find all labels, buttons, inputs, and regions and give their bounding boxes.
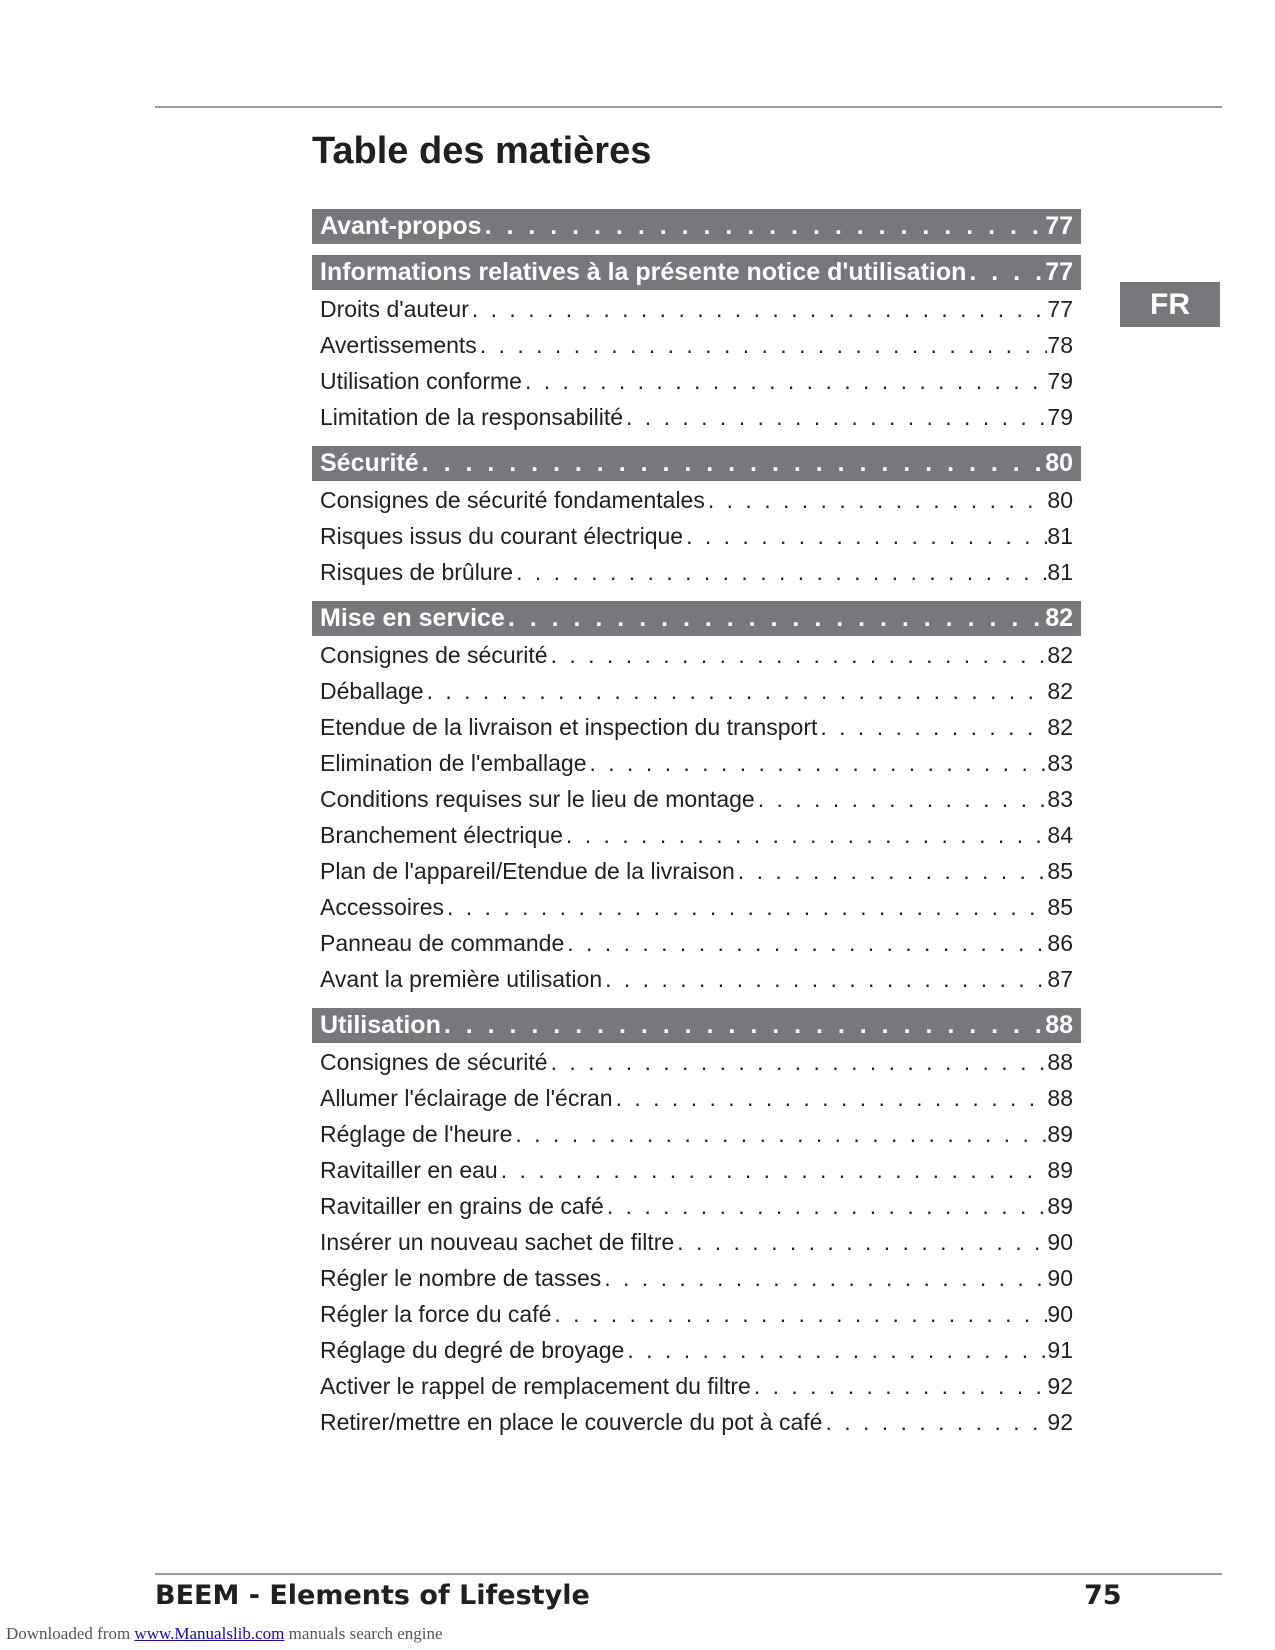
entry-title: Etendue de la livraison et inspection du transport [320, 713, 818, 740]
dot-leader [563, 822, 1047, 849]
toc-entry[interactable] [312, 554, 1081, 590]
toc-entry[interactable] [312, 889, 1081, 925]
entry-title: Accessoires [320, 893, 444, 920]
entry-page-number: 89 [1047, 1156, 1073, 1183]
toc-entry[interactable] [312, 745, 1081, 781]
entry-page-number: 79 [1047, 403, 1073, 430]
entry-title: Allumer l'éclairage de l'écran [320, 1084, 613, 1111]
toc-section-heading[interactable] [312, 601, 1081, 636]
footer-page-number: 75 [1084, 1580, 1122, 1611]
entry-title: Réglage du degré de broyage [320, 1336, 625, 1363]
dot-leader [424, 678, 1048, 705]
download-suffix: manuals search engine [288, 1624, 443, 1643]
dot-leader [755, 786, 1048, 813]
toc-entry-list [312, 637, 1081, 997]
top-rule [155, 106, 1222, 108]
section-title: Mise en service [320, 604, 505, 632]
dot-leader [822, 1409, 1047, 1436]
toc-section-heading[interactable] [312, 255, 1081, 290]
section-page-number: 77 [1045, 258, 1073, 286]
entry-page-number: 80 [1047, 486, 1073, 513]
entry-page-number: 90 [1047, 1264, 1073, 1291]
entry-page-number: 83 [1047, 749, 1073, 776]
section-page-number: 77 [1045, 212, 1073, 240]
toc-entry[interactable] [312, 291, 1081, 327]
dot-leader [469, 296, 1048, 323]
download-notice [6, 1624, 443, 1644]
entry-page-number: 90 [1047, 1300, 1073, 1327]
entry-title: Consignes de sécurité fondamentales [320, 486, 705, 513]
toc-entry[interactable] [312, 781, 1081, 817]
dot-leader [477, 332, 1048, 359]
entry-title: Conditions requises sur le lieu de montage [320, 785, 755, 812]
entry-page-number: 78 [1047, 331, 1073, 358]
language-badge: FR [1120, 282, 1220, 327]
section-title: Utilisation [320, 1011, 441, 1039]
toc-entry[interactable] [312, 1152, 1081, 1188]
section-title: Avant-propos [320, 212, 482, 240]
entry-page-number: 77 [1047, 295, 1073, 322]
section-title: Sécurité [320, 449, 419, 477]
entry-title: Ravitailler en eau [320, 1156, 498, 1183]
entry-title: Limitation de la responsabilité [320, 403, 624, 430]
dot-leader [966, 258, 1045, 287]
toc-section-heading[interactable] [312, 446, 1081, 481]
entry-page-number: 81 [1047, 522, 1073, 549]
dot-leader [601, 1265, 1047, 1292]
dot-leader [551, 1301, 1047, 1328]
dot-leader [604, 1193, 1048, 1220]
section-page-number: 82 [1045, 604, 1073, 632]
entry-page-number: 88 [1047, 1084, 1073, 1111]
dot-leader [735, 858, 1048, 885]
toc-entry-list [312, 291, 1081, 435]
toc-entry[interactable] [312, 853, 1081, 889]
dot-leader [419, 449, 1046, 478]
dot-leader [564, 930, 1047, 957]
toc-entry[interactable] [312, 1404, 1081, 1440]
entry-page-number: 83 [1047, 785, 1073, 812]
page-title: Table des matières [312, 130, 652, 172]
toc-entry[interactable] [312, 1044, 1081, 1080]
entry-title: Activer le rappel de remplacement du filtre [320, 1372, 751, 1399]
table-of-contents [312, 209, 1081, 1451]
entry-page-number: 82 [1047, 713, 1073, 740]
toc-section [312, 601, 1081, 997]
toc-section-heading[interactable] [312, 209, 1081, 244]
entry-title: Insérer un nouveau sachet de filtre [320, 1228, 675, 1255]
toc-entry-list [312, 1044, 1081, 1440]
dot-leader [674, 1229, 1047, 1256]
entry-title: Droits d'auteur [320, 295, 469, 322]
entry-page-number: 89 [1047, 1192, 1073, 1219]
toc-entry-list [312, 482, 1081, 590]
toc-section-heading[interactable] [312, 1008, 1081, 1043]
dot-leader [613, 1085, 1048, 1112]
dot-leader [505, 604, 1045, 633]
dot-leader [587, 750, 1048, 777]
dot-leader [444, 894, 1047, 921]
toc-entry[interactable] [312, 817, 1081, 853]
dot-leader [522, 368, 1047, 395]
entry-title: Déballage [320, 677, 424, 704]
entry-title: Branchement électrique [320, 821, 563, 848]
download-prefix: Downloaded from [6, 1624, 131, 1643]
entry-page-number: 82 [1047, 641, 1073, 668]
dot-leader [548, 642, 1048, 669]
entry-page-number: 86 [1047, 929, 1073, 956]
entry-page-number: 87 [1047, 965, 1073, 992]
dot-leader [751, 1373, 1048, 1400]
entry-title: Risques issus du courant électrique [320, 522, 684, 549]
toc-section [312, 255, 1081, 435]
entry-page-number: 88 [1047, 1048, 1073, 1075]
toc-entry[interactable] [312, 1296, 1081, 1332]
toc-entry[interactable] [312, 518, 1081, 554]
entry-title: Panneau de commande [320, 929, 565, 956]
entry-page-number: 85 [1047, 893, 1073, 920]
entry-page-number: 84 [1047, 821, 1073, 848]
toc-entry[interactable] [312, 961, 1081, 997]
entry-page-number: 92 [1047, 1372, 1073, 1399]
toc-entry[interactable] [312, 1080, 1081, 1116]
dot-leader [498, 1157, 1048, 1184]
entry-title: Plan de l'appareil/Etendue de la livraison [320, 857, 735, 884]
section-page-number: 80 [1045, 449, 1073, 477]
manualslib-link[interactable]: www.Manualslib.com [134, 1624, 285, 1643]
toc-entry[interactable] [312, 1116, 1081, 1152]
entry-title: Consignes de sécurité [320, 641, 548, 668]
toc-section [312, 1008, 1081, 1440]
dot-leader [683, 523, 1047, 550]
dot-leader [624, 1337, 1047, 1364]
dot-leader [512, 1121, 1047, 1148]
bottom-rule [155, 1573, 1222, 1575]
toc-entry[interactable] [312, 399, 1081, 435]
entry-title: Risques de brûlure [320, 558, 514, 585]
entry-page-number: 82 [1047, 677, 1073, 704]
entry-title: Régler la force du café [320, 1300, 552, 1327]
toc-entry[interactable] [312, 637, 1081, 673]
entry-page-number: 92 [1047, 1408, 1073, 1435]
toc-entry[interactable] [312, 1368, 1081, 1404]
toc-entry[interactable] [312, 709, 1081, 745]
dot-leader [705, 487, 1048, 514]
entry-title: Utilisation conforme [320, 367, 522, 394]
section-page-number: 88 [1045, 1011, 1073, 1039]
entry-title: Régler le nombre de tasses [320, 1264, 602, 1291]
dot-leader [482, 212, 1046, 241]
entry-title: Avertissements [320, 331, 477, 358]
dot-leader [548, 1049, 1048, 1076]
section-title: Informations relatives à la présente notice d'utilisation [320, 258, 967, 286]
toc-section [312, 209, 1081, 244]
dot-leader [441, 1011, 1045, 1040]
footer-title: BEEM - Elements of Lifestyle [155, 1580, 590, 1611]
toc-entry[interactable] [312, 925, 1081, 961]
entry-title: Réglage de l'heure [320, 1120, 513, 1147]
dot-leader [817, 714, 1047, 741]
toc-entry[interactable] [312, 363, 1081, 399]
entry-page-number: 81 [1047, 558, 1073, 585]
entry-title: Elimination de l'emballage [320, 749, 587, 776]
entry-page-number: 79 [1047, 367, 1073, 394]
entry-page-number: 89 [1047, 1120, 1073, 1147]
toc-entry[interactable] [312, 1224, 1081, 1260]
toc-entry[interactable] [312, 1188, 1081, 1224]
toc-entry[interactable] [312, 1332, 1081, 1368]
entry-title: Ravitailler en grains de café [320, 1192, 604, 1219]
entry-title: Consignes de sécurité [320, 1048, 548, 1075]
entry-title: Retirer/mettre en place le couvercle du pot à café [320, 1408, 823, 1435]
dot-leader [623, 404, 1047, 431]
entry-page-number: 90 [1047, 1228, 1073, 1255]
toc-section [312, 446, 1081, 590]
toc-entry[interactable] [312, 482, 1081, 518]
toc-entry[interactable] [312, 673, 1081, 709]
toc-entry[interactable] [312, 327, 1081, 363]
toc-entry[interactable] [312, 1260, 1081, 1296]
entry-title: Avant la première utilisation [320, 965, 603, 992]
dot-leader [602, 966, 1047, 993]
entry-page-number: 85 [1047, 857, 1073, 884]
dot-leader [513, 559, 1047, 586]
entry-page-number: 91 [1047, 1336, 1073, 1363]
